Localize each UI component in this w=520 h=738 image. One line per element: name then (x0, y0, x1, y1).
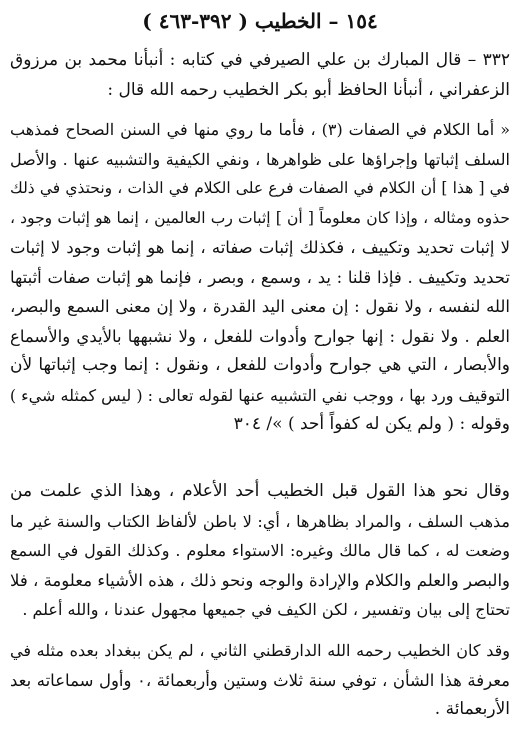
paragraph-commentary (10, 477, 510, 625)
text-line: السلف إثباتها وإجراؤها على ظواهرها ، ونفي الكيفية والتشبيه عنها . والأصل (10, 149, 510, 169)
section-heading: ١٥٤ – الخطيب ( ٣٩٢-٤٦٣ ) (142, 9, 378, 33)
paragraph-quotation (10, 115, 510, 440)
text-line: حذوه ومثاله ، وإذا كان معلوماً [ أن ] إثبات رب العالمين ، إنما هو إثبات وجود ، (10, 208, 510, 227)
text-line: « أما الكلام في الصفات (٣) ، فأما ما روي منها في السنن الصحاح فمذهب (10, 120, 510, 139)
text-line: مذهب السلف ، والمراد بظاهرها ، أي: لا باطن لألفاظ الكتاب والسنة غير ما (10, 511, 510, 531)
text-line: الأربعمائة . (434, 699, 510, 719)
text-line: وقال نحو هذا القول قبل الخطيب أحد الأعلام ، وهذا الذي علمت من (10, 481, 510, 501)
text-line: الزعفراني ، أنبأنا الحافظ أبو بكر الخطيب رحمه الله قال : (107, 79, 510, 100)
text-line: وضعت له ، كما قال مالك وغيره: الاستواء معلوم . وكذلك القول في السمع (10, 541, 510, 560)
text-line: العلم . ولا نقول : إنها جوارح وأدوات للفعل ، ولا نشبهها بالأيدي والأسماع (10, 326, 510, 346)
text-line: معرفة هذا الشأن ، توفي سنة ثلاث وستين وأربعمائة ،٠ وأول سماعاته بعد (10, 670, 510, 690)
text-line: وقوله : ( ولم يكن له كفواً أحد ) »/ ٣٠٤ (233, 414, 510, 434)
text-line: تحديد وتكييف . فإذا قلنا : يد ، وسمع ، وبصر ، فإنما هو إثبات صفات أثبتها (10, 267, 510, 287)
text-line: والبصر والعلم والكلام والإرادة والوجه ونحو ذلك ، هذه الأشياء معلومة ، فلا (10, 570, 510, 590)
text-line: في [ هذا ] أن الكلام في الصفات فرع على الكلام في الذات ، ونحتذي في ذلك (10, 179, 510, 197)
text-line: لا إثبات تحديد وتكييف ، فكذلك إثبات صفاته ، إنما هو إثبات وجود لا إثبات (10, 238, 510, 257)
text-line: التوقيف ورد بها ، ووجب نفي التشبيه عنها لقوله تعالى : ( ليس كمثله شيء ) (10, 385, 510, 405)
text-line: والأبصار ، التي هي جوارح وأدوات للفعل ، ونقول : إنما وجب إثباتها لأن (10, 355, 510, 375)
text-line: ٣٣٢ – قال المبارك بن علي الصيرفي في كتابه : أنبأنا محمد بن مرزوق (10, 50, 510, 70)
text-line: تحتاج إلى بيان وتفسير ، لكن الكيف في جميعها مجهول عندنا ، والله أعلم . (22, 600, 510, 619)
text-line: وقد كان الخطيب رحمه الله الدارقطني الثاني ، لم يكن ببغداد بعده مثله في (10, 641, 510, 660)
paragraph-narration-chain (10, 46, 510, 105)
text-line: الله لنفسه ، ولا نقول : إن معنى اليد القدرة ، ولا إن معنى السمع والبصر، (10, 297, 510, 316)
paragraph-biography (10, 636, 510, 725)
